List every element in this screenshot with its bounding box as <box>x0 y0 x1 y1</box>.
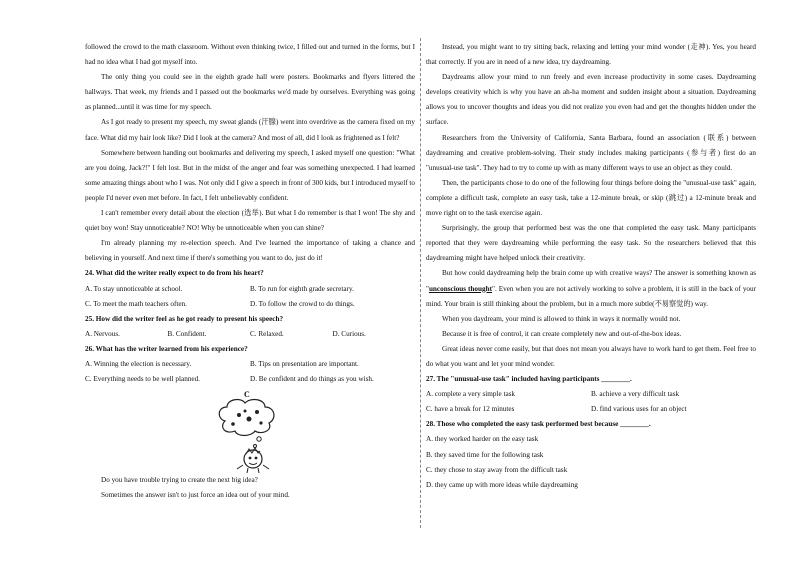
right-column <box>426 40 756 493</box>
option-a: A. Winning the election is necessary. <box>85 359 192 368</box>
paragraph: When you daydream, your mind is allowed to think in ways it normally would not. <box>442 314 681 323</box>
paragraph: Instead, you might want to try sitting back, relaxing and letting your mind wonder (走神). Yes, you heard that correctly. If you are in need of a new idea, try daydreaming. <box>426 43 756 67</box>
paragraph: As I got ready to present my speech, my sweat glands (汗腺) went into overdrive as the camera fixed on my face. What did my hair look like? Did I look at the camera? And most of all, did I look as frightened as I felt? <box>85 118 415 142</box>
question-28: 28. Those who completed the easy task performed best because ________. <box>426 420 651 429</box>
option-a: A. they worked harder on the easy task <box>426 435 539 444</box>
paragraph: Surprisingly, the group that performed best was the one that completed the easy task. Many participants reported that they were daydreaming while performing the easy task. So the researchers believed that this daydreaming might have helped unlock their creativity. <box>426 224 756 263</box>
options-26c-d <box>85 372 415 387</box>
option-c: C. have a break for 12 minutes <box>426 405 515 414</box>
text-segment: But how could daydreaming help the brain come up with creative ways? The answer is something known as " <box>426 269 756 293</box>
underlined-term: unconscious thought <box>428 284 493 293</box>
option-a: A. complete a very simple task <box>426 390 516 399</box>
paragraph: Do you have trouble trying to create the next big idea? <box>101 476 258 485</box>
option-a: A. Nervous. <box>85 329 120 338</box>
option-b: B. they saved time for the following task <box>426 450 544 459</box>
left-column <box>85 40 415 503</box>
paragraph: Then, the participants chose to do one of the following four things before doing the "unusual-use task" again, complete a difficult task, complete an easy task, take a 12-minute break, or skip (跳过) a 12-minute break and move right on to the task exercise again. <box>426 178 756 218</box>
option-d: D. Be confident and do things as you wish. <box>250 375 374 384</box>
paragraph: followed the crowd to the math classroom. Without even thinking twice, I filled out and turned in the forms, but I had no idea what I had got myself into. <box>85 43 415 67</box>
options-25 <box>85 327 415 342</box>
option-b: B. Confident. <box>167 329 207 338</box>
option-c: C. To meet the math teachers often. <box>85 299 187 308</box>
options-27c-d <box>426 402 756 417</box>
paragraph: The only thing you could see in the eighth grade hall were posters. Bookmarks and flyers littered the hallways. That week, my friends and I passed out the bookmarks we'd made by ourselves. Everything was going as planned...until it was time for my speech. <box>85 73 415 112</box>
option-a: A. To stay unnoticeable at school. <box>85 284 183 293</box>
paragraph: Sometimes the answer isn't to just force an idea out of your mind. <box>101 491 290 500</box>
paragraph: Great ideas never come easily, but that does not mean you always have to work hard to get them. Feel free to do what you want and let your mind wonder. <box>426 344 756 368</box>
options-24a-b <box>85 282 415 297</box>
option-b: B. Tips on presentation are important. <box>250 359 359 368</box>
option-d: D. find various uses for an object <box>591 405 687 414</box>
question-26: 26. What has the writer learned from his experience? <box>85 344 248 353</box>
paragraph: Somewhere between handing out bookmarks and delivering my speech, I asked myself one question: "What are you doing, Jack?!" I felt lost. But in the midst of the anger and fear was something unexpected. I had learned some amazing things about who I was. Not only did I give a speech in front of 300 kids, but I introduced myself to people I'd never even met before. In fact, I felt unbelievably confident. <box>85 148 415 202</box>
text-segment: ". Even when you are not actively working to solve a problem, it is still in the back of your mind. Your brain is still thinking about the problem, but in a much more subtle(不易察觉的) way. <box>426 284 756 308</box>
option-d: D. Curious. <box>332 329 366 338</box>
option-b: B. To run for eighth grade secretary. <box>250 284 354 293</box>
option-c: C. Everything needs to be well planned. <box>85 375 200 384</box>
daydreaming-cartoon-icon <box>215 397 285 473</box>
paragraph: Researchers from the University of California, Santa Barbara, found an association (联系) between daydreaming and creative problem-solving. Their study includes making participants (参与者) first do an "unusual-use task". They had to try to come up with as many different ways to use an object as they could. <box>426 133 756 172</box>
options-26a-b <box>85 357 415 372</box>
options-27a-b <box>426 387 756 402</box>
question-25: 25. How did the writer feel as he got ready to present his speech? <box>85 314 284 323</box>
option-d: D. To follow the crowd to do things. <box>250 299 355 308</box>
option-c: C. Relaxed. <box>250 329 284 338</box>
paragraph: Daydreams allow your mind to run freely and even increase productivity in some cases. Daydreaming develops creativity which is why you have an ah-ha moment and sudden insight about a situation. Daydreaming allows you to uncover thoughts and ideas you did not realize you even had and get the thoughts hidden under the surface. <box>426 73 756 127</box>
column-divider <box>420 38 421 528</box>
option-c: C. they chose to stay away from the difficult task <box>426 465 568 474</box>
question-27: 27. The "unusual-use task" included having participants ________. <box>426 375 632 384</box>
option-b: B. achieve a very difficult task <box>591 390 680 399</box>
options-24c-d <box>85 297 415 312</box>
passage-c-illustration <box>85 387 415 473</box>
paragraph: I'm already planning my re-election speech. And I've learned the importance of taking a chance and believing in yourself. And next time if there's something you want to do, just do it! <box>85 239 415 263</box>
option-d: D. they came up with more ideas while daydreaming <box>426 480 578 489</box>
passage-label: C <box>244 390 250 400</box>
paragraph: Because it is free of control, it can create completely new and out-of-the-box ideas. <box>442 329 682 338</box>
paragraph <box>426 266 756 311</box>
question-24: 24. What did the writer really expect to do from his heart? <box>85 269 264 278</box>
paragraph: I can't remember every detail about the election (选举). But what I do remember is that I won! The shy and quiet boy won! Stay unnoticeable? NO! Why be unnoticeable when you can shine? <box>85 209 415 233</box>
